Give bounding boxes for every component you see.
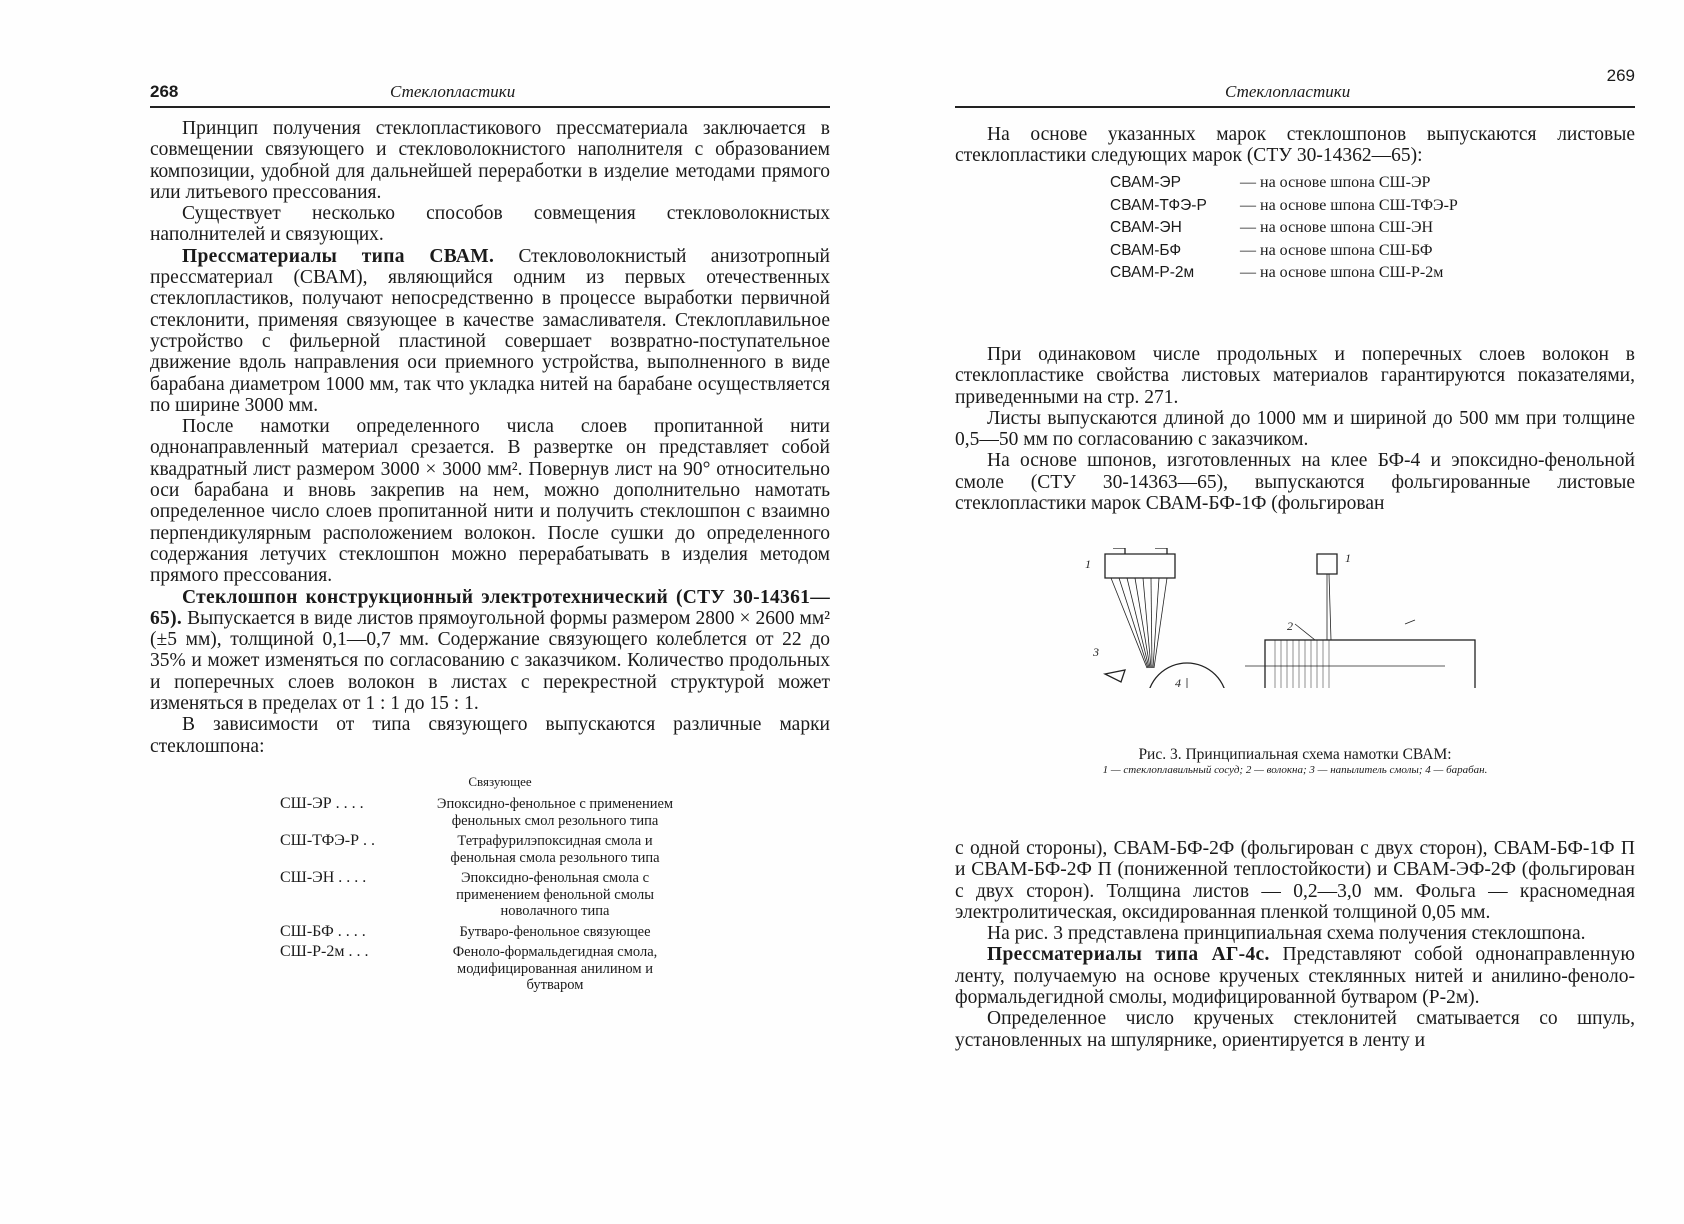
binder-code: СШ-БФ . . . . [280, 922, 366, 940]
left-paragraph-4: После намотки определенного числа слоев пропитанной нити однонаправленный материал срезается. В развертке он представляет собой квадратный лист размером 3000 × 3000 мм². Повернув лист на 90° относительно оси барабана и вновь закрепив на нем, можно дополнительно намотать определенное число слоев пропитанной нити и получить стеклошпон с взаимно перпендикулярным расположением волокон. После сушки до определенного содержания летучих стеклошпон можно перерабатывать в изделия методом прямого прессования. [150, 416, 830, 587]
left-body-text [150, 118, 830, 998]
grade-row [1110, 195, 1458, 218]
svam-body: Стекловолокнистый анизотропный прессматериал (СВАМ), являющийся одним из первых отечественных стеклопластиков, получают непосредственно в процессе выработки первичной стеклонити, применяя связующее в качестве замасливателя. Стеклоплавильное устройство с фильерной пластиной совершает возвратно-поступательное движение вдоль направления оси приемного устройства, выполненного в виде барабана диаметром 1000 мм, так что укладка нитей на барабане осуществляется по ширине 3000 мм. [150, 245, 830, 416]
winding-scheme-figure [1065, 548, 1485, 688]
right-paragraph-7: Определенное число крученых стеклонитей сматывается со шпуль, установленных на шпулярнике, ориентируется в ленту и [955, 1008, 1635, 1051]
fig-label-3: 3 [1093, 645, 1099, 659]
left-paragraph-2: Существует несколько способов совмещения стекловолокнистых наполнителей и связующих. [150, 203, 830, 246]
left-paragraph-1: Принцип получения стеклопластикового прессматериала заключается в совмещении связующего и стекловолокнистого наполнителя с образованием композиции, удобной для дальнейшей переработки в изделие методами прямого или литьевого прессования. [150, 118, 830, 203]
binder-row [150, 796, 830, 829]
grade-basis: — на основе шпона СШ-ТФЭ-Р [1240, 196, 1458, 214]
veneer-heading: Стеклошпон конструкционный электротехнический (СТУ 30-14361—65). [150, 586, 830, 629]
ag4s-body: Представляют собой однонаправленную ленту, получаемую на основе крученых стеклянных нитей и анилино-феноло-формальдегидной смолы, модифицированной бутваром (Р-2м). [955, 944, 1636, 1009]
grades-list [1110, 172, 1458, 285]
melter-vessel-left [1105, 554, 1175, 578]
right-body-text-2 [955, 838, 1635, 1051]
binder-desc: Бутваро-фенольное связующее [459, 923, 651, 940]
grade-name: СВАМ-Р-2м [1110, 264, 1195, 281]
veneer-body: Выпускается в виде листов прямоугольной формы размером 2800 × 2600 мм² (±5 мм), толщиной 0,1—0,7 мм. Содержание связующего колеблется от 22 до 35% и может изменяться по согласованию с заказчиком. Количество продольных и поперечных слоев волокон в листах с перекрестной структурой может изменяться в пределах от 1 : 1 до 15 : 1. [150, 607, 831, 715]
grade-row [1110, 172, 1458, 195]
right-page [955, 0, 1635, 1224]
left-page-number: 268 [150, 82, 179, 101]
grade-name: СВАМ-ЭР [1110, 174, 1181, 191]
figure-caption [955, 746, 1635, 777]
right-body-text-1 [955, 344, 1635, 514]
drum-side-view [1265, 640, 1475, 688]
winding-hatching [1275, 640, 1329, 688]
melter-vessel-right [1317, 554, 1337, 574]
grade-name: СВАМ-ЭН [1110, 219, 1182, 236]
left-paragraph-3 [150, 246, 830, 416]
fig-label-1-left: 1 [1085, 557, 1091, 571]
binder-code: СШ-Р-2м . . . [280, 943, 369, 961]
figure-caption-legend: 1 — стеклоплавильный сосуд; 2 — волокна; 3 — напылитель смолы; 4 — барабан. [1102, 764, 1488, 776]
right-intro-text [955, 124, 1635, 167]
melter-top-left [1113, 548, 1167, 554]
grade-basis: — на основе шпона СШ-ЭН [1240, 219, 1434, 236]
right-paragraph-2: Листы выпускаются длиной до 1000 мм и шириной до 500 мм при толщине 0,5—50 мм по согласованию с заказчиком. [955, 407, 1635, 451]
right-paragraph-4: с одной стороны), СВАМ-БФ-2Ф (фольгирован с двух сторон), СВАМ-БФ-1Ф П и СВАМ-БФ-2Ф П (пониженной теплостойкости) и СВАМ-ЭФ-2Ф (фольгирован с двух сторон). Толщина листов — 0,2—3,0 мм. Фольга — красномедная электролитическая, оксидированная пленкой толщиной 0,05 мм. [955, 838, 1635, 923]
grade-basis: — на основе шпона СШ-Р-2м [1240, 264, 1444, 281]
ag4s-heading: Прессматериалы типа АГ-4с. [987, 944, 1270, 966]
binder-table-title: Связующее [468, 773, 532, 789]
fig-label-2: 2 [1287, 619, 1293, 633]
binder-code: СШ-ЭН . . . . [280, 869, 367, 887]
binder-row [150, 870, 830, 920]
grade-name: СВАМ-ТФЭ-Р [1110, 196, 1207, 214]
grade-row [1110, 262, 1458, 285]
binder-desc: Тетрафурилэпоксидная смола и фенольная смола резольного типа [450, 833, 660, 866]
fig-label-1-right: 1 [1345, 551, 1351, 565]
left-paragraph-6: В зависимости от типа связующего выпускаются различные марки стеклошпона: [150, 714, 830, 757]
fig-label-4: 4 [1175, 676, 1181, 688]
grade-basis: — на основе шпона СШ-ЭР [1240, 174, 1431, 191]
binder-desc: Эпоксидно-фенольное с применением фенольных смол резольного типа [436, 796, 674, 829]
right-intro: На основе указанных марок стеклошпонов выпускаются листовые стеклопластики следующих марок (СТУ 30-14362—65): [955, 124, 1635, 167]
binder-desc: Феноло-формальдегидная смола, модифицированная анилином и бутваром [452, 944, 658, 994]
binder-row [150, 944, 830, 994]
right-paragraph-5: На рис. 3 представлена принципиальная схема получения стеклошпона. [987, 923, 1586, 945]
right-running-title: Стеклопластики [1225, 82, 1351, 101]
binder-code: СШ-ЭР . . . . [280, 795, 364, 813]
binder-row [150, 833, 830, 866]
figure-caption-title: Рис. 3. Принципиальная схема намотки СВАМ: [1138, 746, 1452, 763]
right-page-number: 269 [1606, 66, 1635, 85]
right-paragraph-3: На основе шпонов, изготовленных на клее БФ-4 и эпоксидно-фенольной смоле (СТУ 30-14363—65), выпускаются фольгированные листовые стеклопластики марок СВАМ-БФ-1Ф (фольгирован [955, 450, 1635, 515]
grade-basis: — на основе шпона СШ-БФ [1240, 241, 1433, 259]
fibers-left [1111, 578, 1167, 668]
grade-name: СВАМ-БФ [1110, 241, 1182, 259]
right-running-head [955, 66, 1635, 108]
binder-table [150, 796, 830, 994]
left-page [150, 0, 830, 1224]
left-running-head [150, 80, 830, 108]
left-paragraph-5 [150, 587, 830, 715]
left-running-title: Стеклопластики [390, 82, 516, 101]
right-paragraph-1: При одинаковом числе продольных и поперечных слоев волокон в стеклопластике свойства листовых материалов гарантируются показателями, приведенными на стр. 271. [955, 344, 1635, 408]
svam-heading: Прессматериалы типа СВАМ. [182, 245, 495, 267]
grade-row [1110, 217, 1458, 240]
binder-desc: Эпоксидно-фенольная смола с применением фенольной смолы новолачного типа [456, 870, 654, 920]
binder-code: СШ-ТФЭ-Р . . [280, 832, 375, 850]
grade-row [1110, 240, 1458, 263]
right-paragraph-6 [955, 944, 1635, 1008]
binder-row [150, 924, 830, 941]
resin-sprayer [1105, 670, 1125, 682]
